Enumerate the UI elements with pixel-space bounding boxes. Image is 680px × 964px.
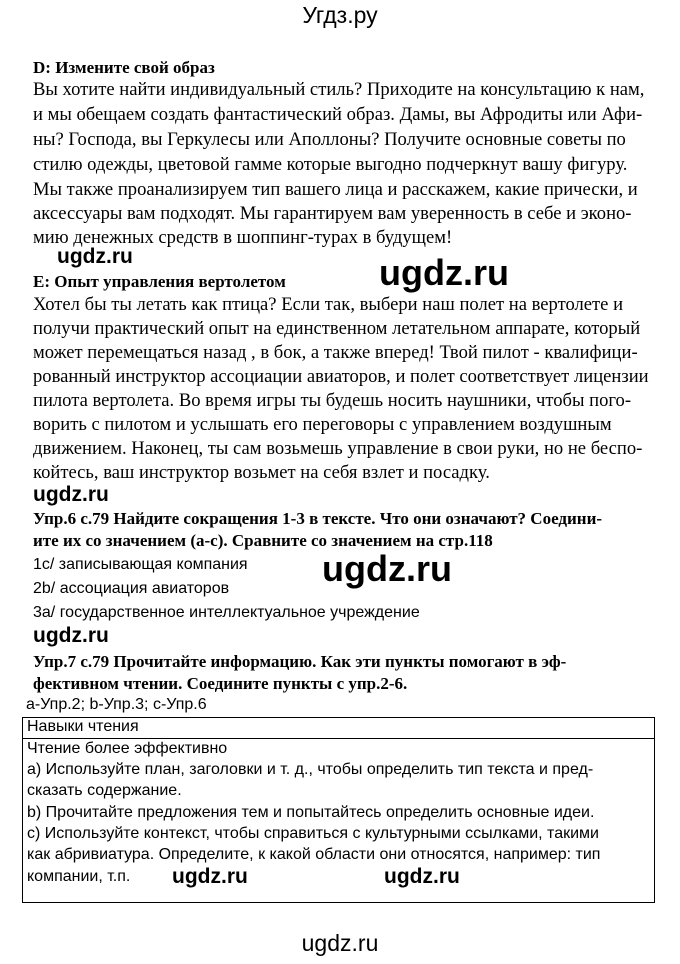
ex6-task-line-2: ите их со значением (a-c). Сравните со значением на стр.118 — [33, 531, 493, 550]
table-line-6: как абривиатура. Определите, к какой области они относятся, например: тип — [27, 846, 601, 863]
section-e-line-7: движением. Наконец, ты сам возьмешь управление в свои руки, но не беспо- — [33, 438, 643, 459]
table-line-4: b) Прочитайте предложения тем и попытайтесь определить основные идеи. — [27, 804, 595, 821]
ex6-task-line-1: Упр.6 с.79 Найдите сокращения 1-3 в тексте. Что они означают? Соедини- — [33, 509, 603, 528]
section-d-line-4: стилю одежды, цветовой гамме которые выгодно подчеркнут вашу фигуру. — [33, 154, 628, 175]
ex7-task-line-1: Упр.7 с.79 Прочитайте информацию. Как эти пункты помогают в эф- — [33, 652, 567, 671]
ex6-answer-2: 2b/ ассоциация авиаторов — [33, 580, 230, 597]
table-header-row — [23, 718, 654, 739]
ex7-answer: a-Упр.2; b-Упр.3; c-Упр.6 — [26, 696, 207, 713]
section-d-line-3: ны? Господа, вы Геркулесы или Аполлоны? Получите основные советы по — [33, 129, 626, 150]
section-d-line-2: и мы обещаем создать фантастический образ. Дамы, вы Афродиты или Афи- — [33, 104, 643, 125]
section-e-line-1: Хотел бы ты летать как птица? Если так, выбери наш полет на вертолете и — [33, 294, 624, 315]
section-d-heading: D: Измените свой образ — [33, 58, 215, 77]
watermark: ugdz.ru — [322, 548, 452, 589]
section-e-line-2: получи практический опыт на единственном летательном аппарате, который — [33, 318, 641, 339]
watermark: ugdz.ru — [57, 245, 133, 268]
watermark: ugdz.ru — [379, 252, 509, 293]
site-title: Угдз.ру — [302, 2, 378, 28]
table-line-3: сказать содержание. — [27, 782, 182, 799]
section-e-line-3: может перемещаться назад , в бок, а также вперед! Твой пилот - квалифици- — [33, 342, 638, 363]
section-e-line-5: пилота вертолета. Во время игры ты будешь носить наушники, чтобы пого- — [33, 390, 632, 411]
section-e-line-4: рованный инструктор ассоциации авиаторов, и полет соответствует лицензии — [33, 366, 649, 387]
watermark: ugdz.ru — [384, 865, 460, 888]
section-e-line-6: ворить с пилотом и услышать его переговоры с управлением воздушным — [33, 414, 612, 435]
table-line-2: a) Используйте план, заголовки и т. д., чтобы определить тип текста и пред- — [27, 761, 594, 778]
table-line-5: c) Используйте контекст, чтобы справиться с культурными ссылками, такими — [27, 825, 599, 842]
section-d-line-1: Вы хотите найти индивидуальный стиль? Приходите на консультацию к нам, — [33, 79, 645, 100]
ex6-answer-1: 1c/ записывающая компания — [33, 556, 248, 573]
watermark: ugdz.ru — [33, 483, 109, 506]
section-d-line-6: аксессуары вам подходят. Мы гарантируем вам уверенность в себе и эконо- — [33, 203, 632, 224]
ex6-answer-3: 3a/ государственное интеллектуальное учреждение — [33, 604, 420, 621]
section-e-heading: E: Опыт управления вертолетом — [33, 272, 286, 291]
table-line-7: компании, т.п. — [27, 868, 131, 885]
section-d-line-7: мию денежных средств в шоппинг-турах в будущем! — [33, 227, 453, 248]
watermark: ugdz.ru — [172, 865, 248, 888]
watermark: ugdz.ru — [33, 624, 109, 647]
section-d-line-5: Мы также проанализируем тип вашего лица и расскажем, какие прически, и — [33, 179, 638, 200]
section-e-line-8: койтесь, ваш инструктор возьмет на себя взлет и посадку. — [33, 462, 490, 483]
reading-skills-table — [22, 717, 655, 903]
footer-site: ugdz.ru — [301, 930, 379, 956]
table-line-1: Чтение более эффективно — [27, 740, 228, 757]
ex7-task-line-2: фективном чтении. Соедините пункты с упр.2-6. — [33, 674, 408, 693]
table-header: Навыки чтения — [27, 718, 139, 735]
